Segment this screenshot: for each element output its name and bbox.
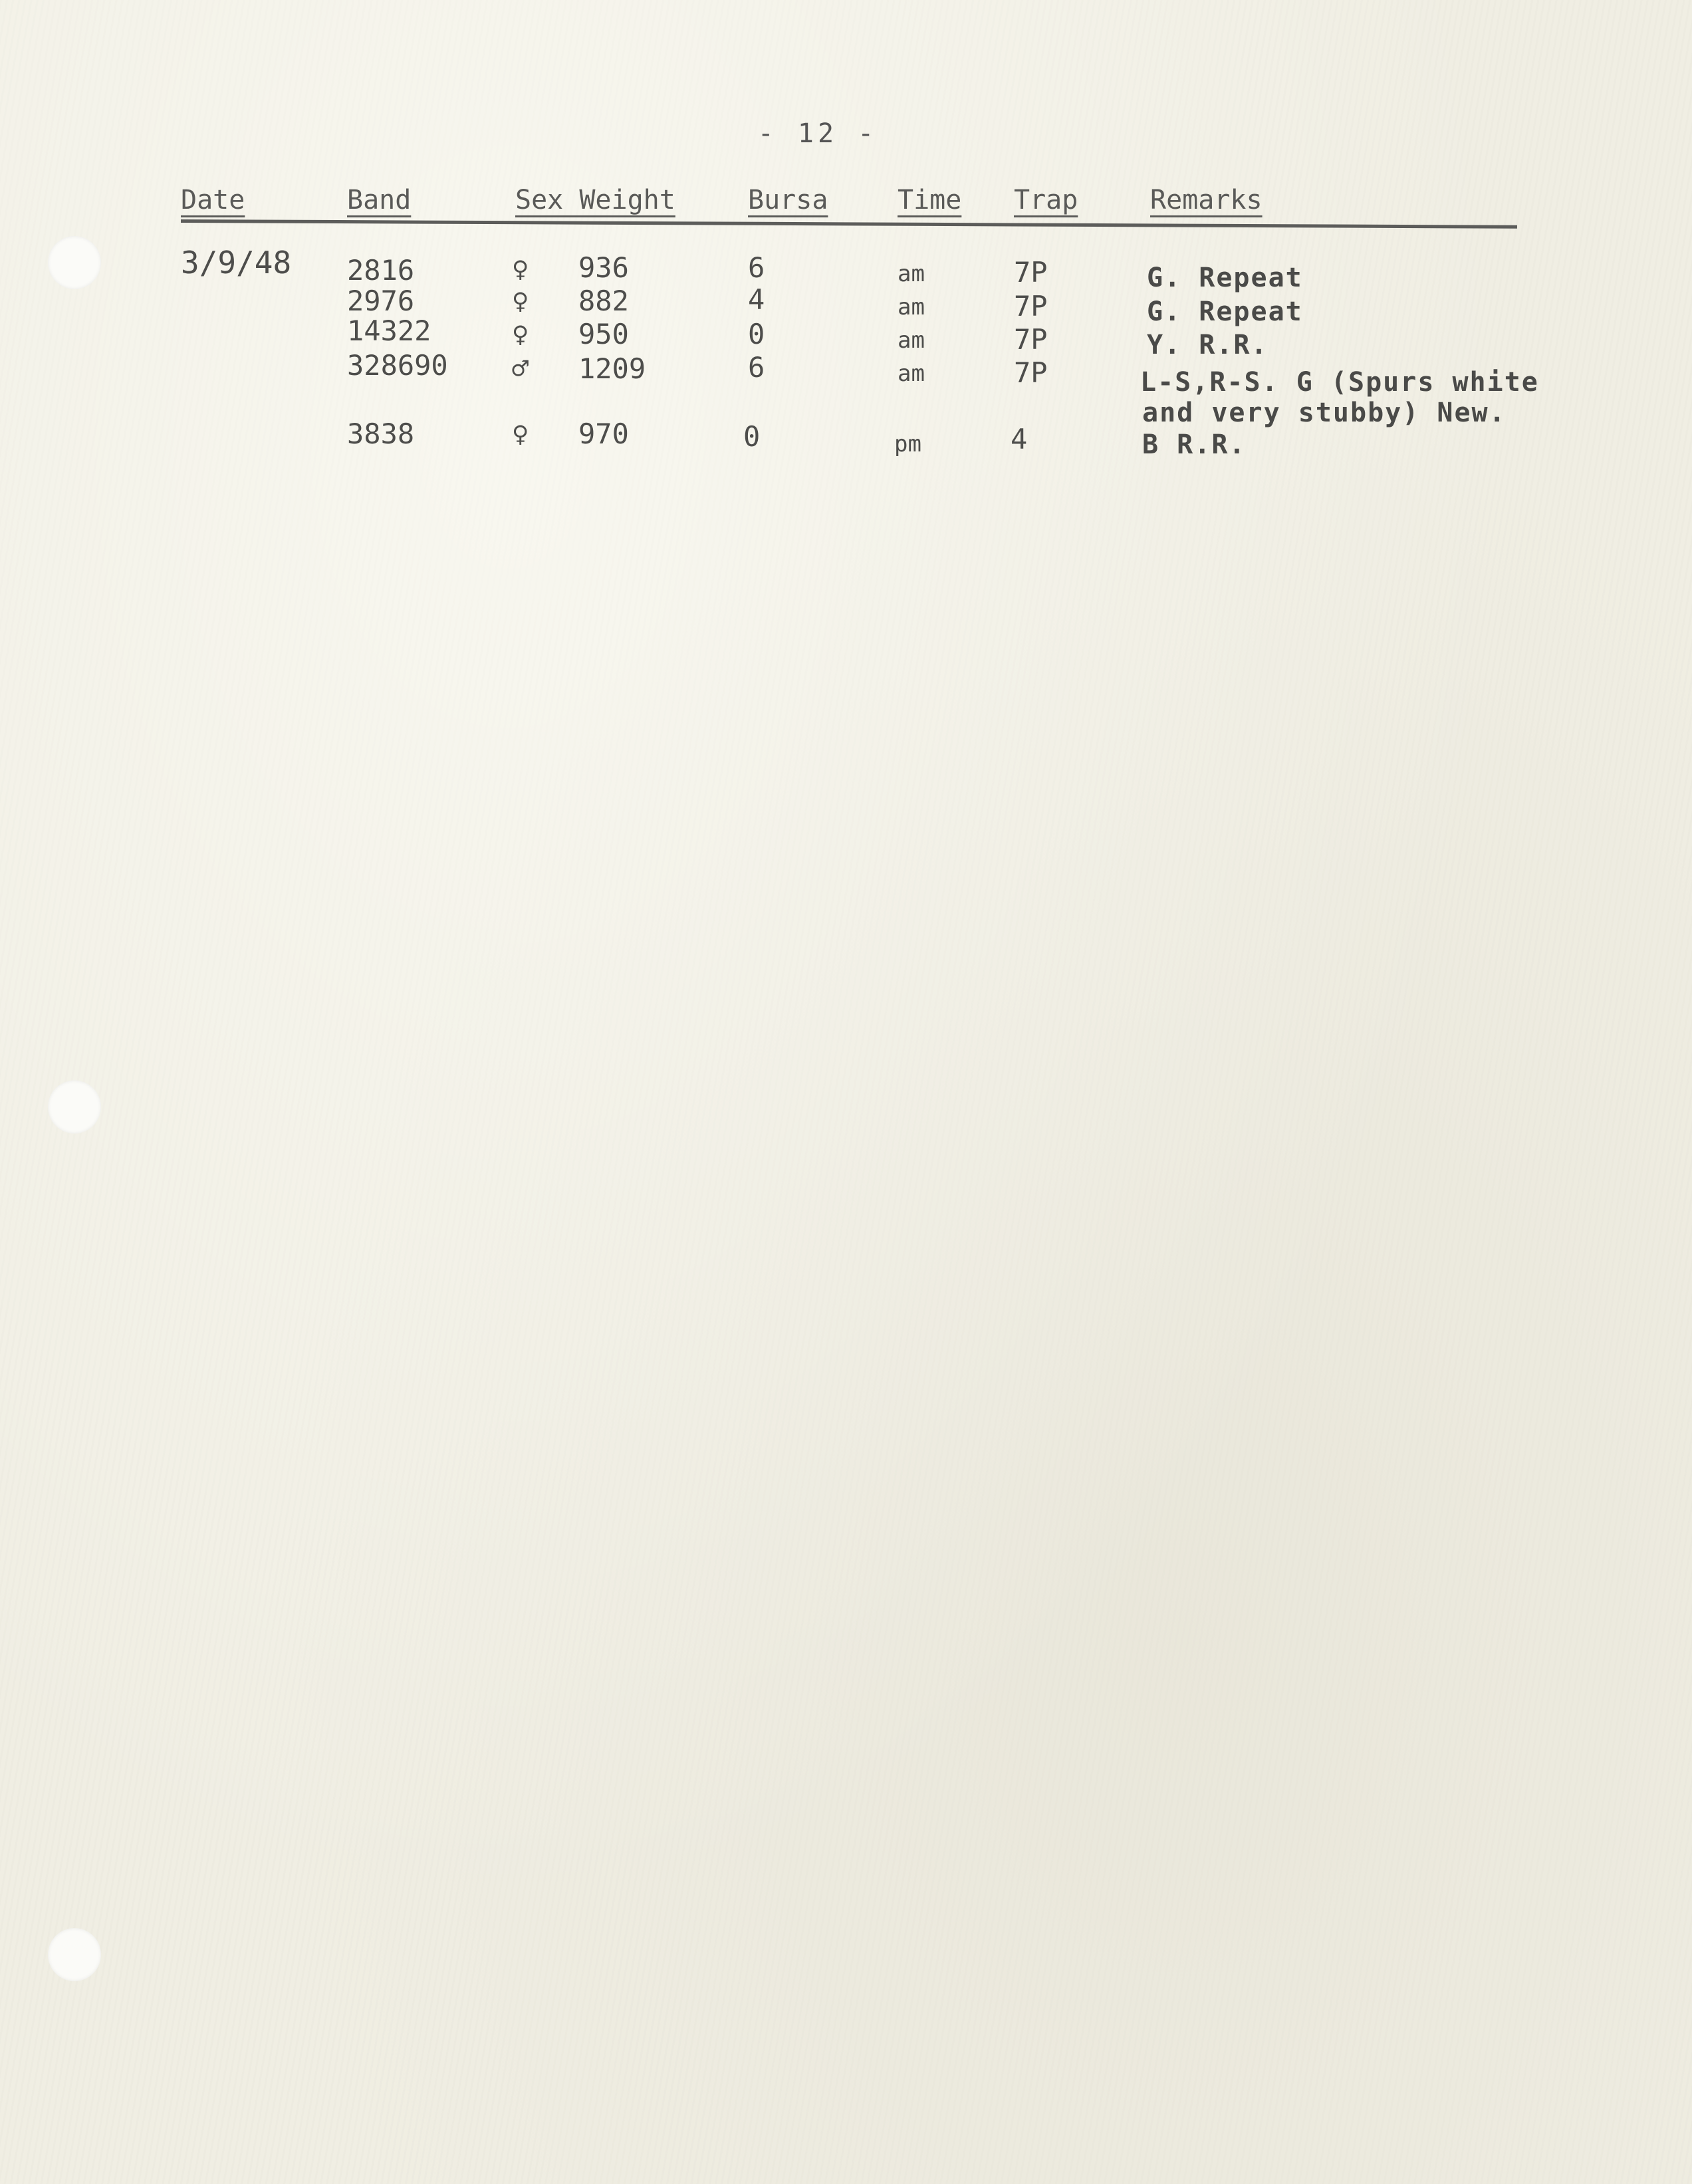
band-cell: 2816 xyxy=(347,254,415,287)
band-cell: 2976 xyxy=(347,285,415,317)
time-cell: am xyxy=(898,360,925,387)
entry-date: 3/9/48 xyxy=(181,245,292,281)
remarks-cell: G. Repeat xyxy=(1147,263,1303,293)
weight-cell: 882 xyxy=(578,285,629,317)
sex-cell: ♀ xyxy=(512,285,529,317)
time-cell: am xyxy=(898,294,925,320)
header-band: Band xyxy=(347,185,412,215)
sex-cell: ♀ xyxy=(512,418,529,450)
bursa-cell: 0 xyxy=(748,318,765,350)
header-trap: Trap xyxy=(1014,185,1078,215)
trap-cell: 7P xyxy=(1014,356,1048,389)
time-cell: am xyxy=(898,261,925,287)
remarks-cell: B R.R. xyxy=(1142,429,1247,460)
remarks-cell: Y. R.R. xyxy=(1147,330,1269,360)
header-remarks: Remarks xyxy=(1150,185,1263,215)
bursa-cell: 6 xyxy=(748,351,765,384)
time-cell: pm xyxy=(894,431,921,457)
sex-cell: ♀ xyxy=(512,253,529,285)
sex-cell: ♀ xyxy=(512,318,529,350)
sex-cell: ♂ xyxy=(512,352,529,385)
remarks-continuation: and very stubby) New. xyxy=(1142,398,1507,428)
band-cell: 14322 xyxy=(347,314,431,347)
header-date: Date xyxy=(181,185,245,215)
weight-cell: 1209 xyxy=(578,352,646,385)
weight-cell: 936 xyxy=(578,251,629,284)
trap-cell: 7P xyxy=(1014,290,1048,322)
weight-cell: 950 xyxy=(578,318,629,350)
bursa-cell: 6 xyxy=(748,251,765,284)
punch-hole xyxy=(48,236,101,289)
remarks-cell: L-S,R-S. G (Spurs white xyxy=(1140,367,1539,398)
trap-cell: 7P xyxy=(1014,323,1048,356)
header-time: Time xyxy=(898,185,962,215)
header-bursa: Bursa xyxy=(748,185,828,215)
punch-hole xyxy=(48,1928,101,1981)
band-cell: 328690 xyxy=(347,349,448,382)
trap-cell: 4 xyxy=(1011,423,1028,455)
header-sex-weight: Sex Weight xyxy=(515,185,675,215)
bursa-cell: 0 xyxy=(743,420,761,453)
page-number: - 12 - xyxy=(757,118,878,149)
band-cell: 3838 xyxy=(347,418,415,450)
weight-cell: 970 xyxy=(578,418,629,450)
punch-hole xyxy=(48,1080,101,1134)
remarks-cell: G. Repeat xyxy=(1147,297,1303,327)
trap-cell: 7P xyxy=(1014,256,1048,289)
bursa-cell: 4 xyxy=(748,283,765,316)
time-cell: am xyxy=(898,327,925,354)
